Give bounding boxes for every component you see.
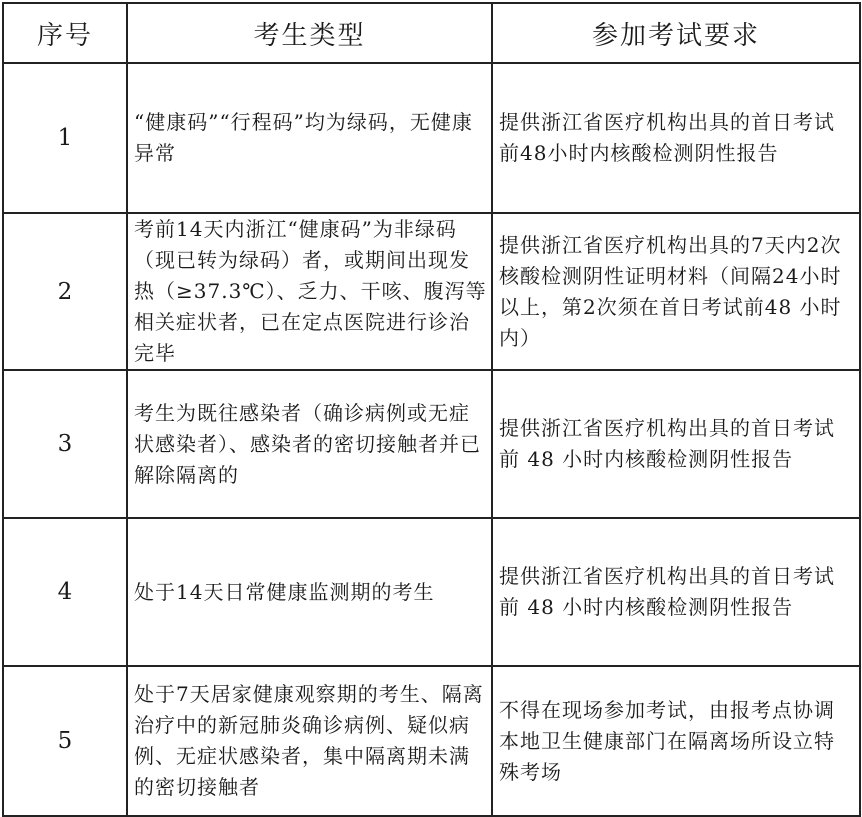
exam-requirements-table xyxy=(2,2,861,817)
row-candidate-type: “健康码”“行程码”均为绿码，无健康异常 xyxy=(127,63,492,213)
table-row xyxy=(3,370,860,518)
header-exam-requirement: 参加考试要求 xyxy=(492,3,860,63)
header-row xyxy=(3,3,860,63)
row-exam-requirement: 提供浙江省医疗机构出具的首日考试前 48 小时内核酸检测阴性报告 xyxy=(492,518,860,666)
row-candidate-type: 处于14天日常健康监测期的考生 xyxy=(127,518,492,666)
table-row xyxy=(3,518,860,666)
row-exam-requirement: 提供浙江省医疗机构出具的首日考试前48小时内核酸检测阴性报告 xyxy=(492,63,860,213)
row-candidate-type: 考生为既往感染者（确诊病例或无症状感染者）、感染者的密切接触者并已解除隔离的 xyxy=(127,370,492,518)
row-candidate-type: 考前14天内浙江“健康码”为非绿码（现已转为绿码）者，或期间出现发热（≥37.3℃）、乏力、干咳、腹泻等相关症状者，已在定点医院进行诊治完毕 xyxy=(127,213,492,370)
row-index: 4 xyxy=(3,518,127,666)
row-index: 2 xyxy=(3,213,127,370)
header-candidate-type: 考生类型 xyxy=(127,3,492,63)
row-index: 5 xyxy=(3,666,127,816)
table-header xyxy=(3,3,860,63)
row-exam-requirement: 提供浙江省医疗机构出具的首日考试前 48 小时内核酸检测阴性报告 xyxy=(492,370,860,518)
row-exam-requirement: 不得在现场参加考试，由报考点协调本地卫生健康部门在隔离场所设立特殊考场 xyxy=(492,666,860,816)
header-index: 序号 xyxy=(3,3,127,63)
table-row xyxy=(3,666,860,816)
row-candidate-type: 处于7天居家健康观察期的考生、隔离治疗中的新冠肺炎确诊病例、疑似病例、无症状感染者，集中隔离期未满的密切接触者 xyxy=(127,666,492,816)
row-index: 3 xyxy=(3,370,127,518)
row-index: 1 xyxy=(3,63,127,213)
table-body xyxy=(3,63,860,816)
table-row xyxy=(3,213,860,370)
row-exam-requirement: 提供浙江省医疗机构出具的7天内2次核酸检测阴性证明材料（间隔24小时以上，第2次须在首日考试前48 小时内） xyxy=(492,213,860,370)
table-row xyxy=(3,63,860,213)
